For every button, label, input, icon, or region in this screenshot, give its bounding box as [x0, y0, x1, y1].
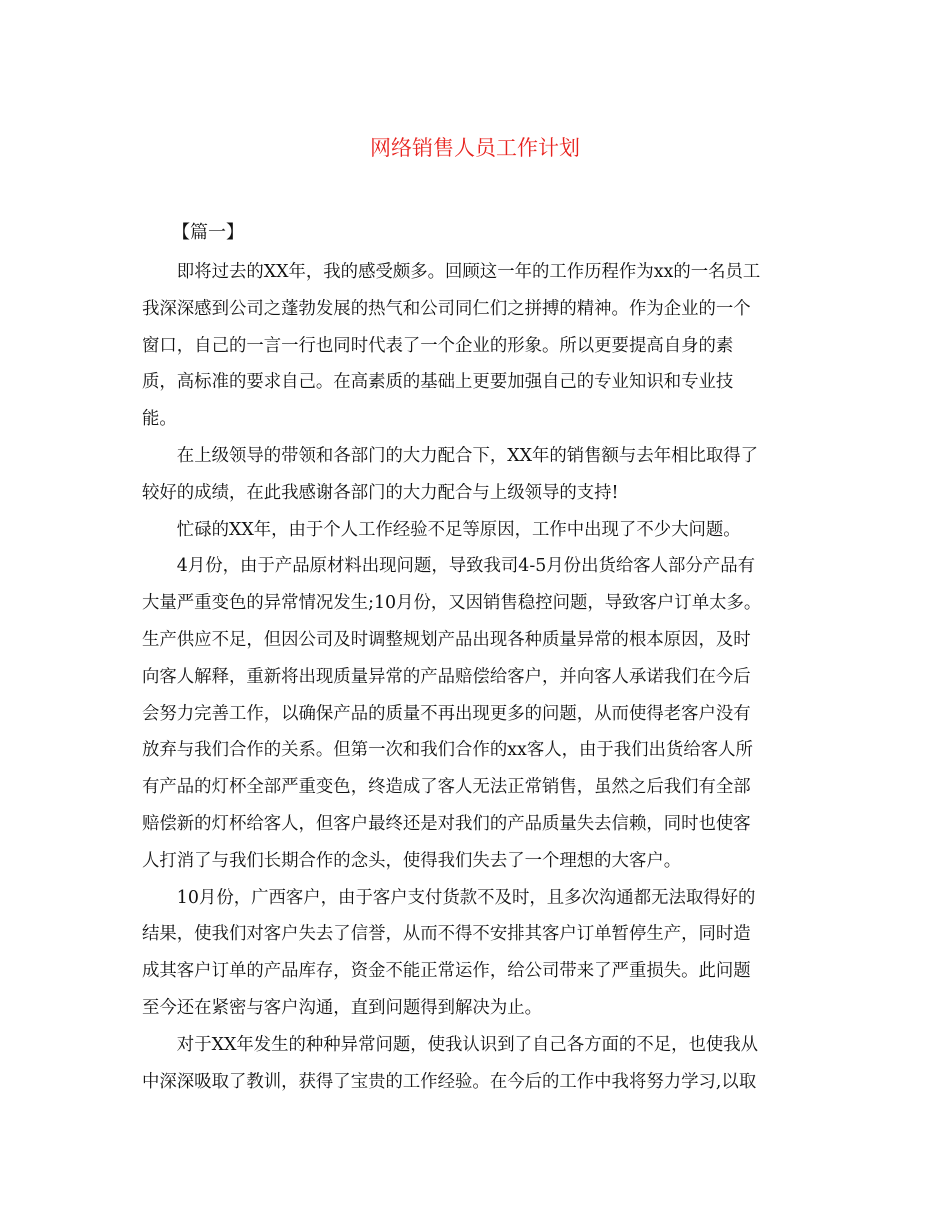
- paragraph: [142, 512, 812, 549]
- text-line: 结果，使我们对客户失去了信誉，从而不得不安排其客户订单暂停生产，同时造: [142, 924, 751, 945]
- paragraph: [142, 548, 812, 879]
- text-line: 至今还在紧密与客户沟通，直到问题得到解决为止。: [142, 997, 542, 1018]
- text-line: 大量严重变色的异常情况发生;10月份，又因销售稳控问题，导致客户订单太多。: [142, 593, 762, 614]
- text-line: 成其客户订单的产品库存，资金不能正常运作，给公司带来了严重损失。此问题: [142, 961, 751, 982]
- text-line: 中深深吸取了教训，获得了宝贵的工作经验。在今后的工作中我将努力学习,以取: [142, 1071, 757, 1092]
- text-line: 人打消了与我们长期合作的念头，使得我们失去了一个理想的大客户。: [142, 850, 682, 871]
- text-line: 较好的成绩，在此我感谢各部门的大力配合与上级领导的支持!: [142, 482, 619, 503]
- text-line: 即将过去的XX年，我的感受颇多。回顾这一年的工作历程作为xx的一名员工: [176, 262, 761, 282]
- paragraph: [142, 1027, 812, 1101]
- text-line: 我深深感到公司之蓬勃发展的热气和公司同仁们之拼搏的精神。作为企业的一个: [142, 298, 751, 319]
- text-line: 对于XX年发生的种种异常问题，使我认识到了自己各方面的不足，也使我从: [176, 1034, 759, 1055]
- text-line: 在上级领导的带领和各部门的大力配合下，XX年的销售额与去年相比取得了: [176, 445, 759, 466]
- text-line: 4月份，由于产品原材料出现问题，导致我司4-5月份出货给客人部分产品有: [176, 556, 755, 577]
- text-line: 有产品的灯杯全部严重变色，终造成了客人无法正常销售，虽然之后我们有全部: [142, 777, 751, 798]
- paragraph: [142, 254, 812, 438]
- document-title: 网络销售人员工作计划: [370, 136, 580, 160]
- text-line: 放弃与我们合作的关系。但第一次和我们合作的xx客人，由于我们出货给客人所: [142, 740, 753, 761]
- text-line: 10月份，广西客户，由于客户支付货款不及时，且多次沟通都无法取得好的: [176, 887, 756, 908]
- text-line: 窗口，自己的一言一行也同时代表了一个企业的形象。所以更要提高自身的素: [142, 335, 734, 356]
- document-body: [142, 254, 812, 1100]
- text-line: 向客人解释，重新将出现质量异常的产品赔偿给客户，并向客人承诺我们在今后: [142, 666, 751, 687]
- text-line: 能。: [142, 409, 177, 430]
- section-heading: 【篇一】: [172, 222, 244, 243]
- text-line: 赔偿新的灯杯给客人，但客户最终还是对我们的产品质量失去信赖，同时也使客: [142, 813, 751, 834]
- text-line: 会努力完善工作，以确保产品的质量不再出现更多的问题，从而使得老客户没有: [142, 703, 751, 724]
- text-line: 生产供应不足，但因公司及时调整规划产品出现各种质量异常的根本原因，及时: [142, 629, 751, 650]
- text-line: 忙碌的XX年，由于个人工作经验不足等原因，工作中出现了不少大问题。: [176, 519, 741, 540]
- paragraph: [142, 880, 812, 1027]
- paragraph: [142, 438, 812, 512]
- text-line: 质，高标准的要求自己。在高素质的基础上更要加强自己的专业知识和专业技: [142, 372, 734, 393]
